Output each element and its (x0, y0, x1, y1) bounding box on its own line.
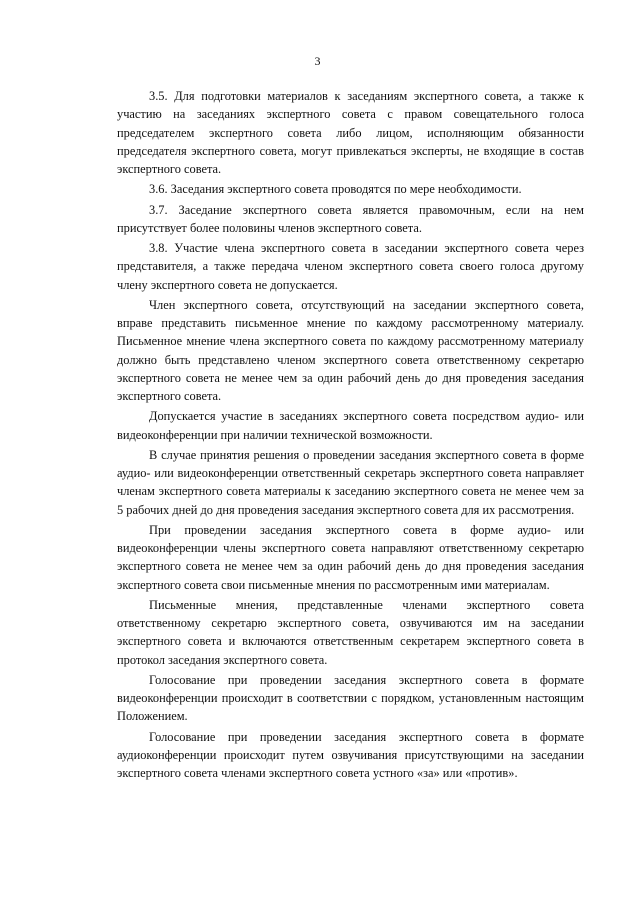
page-number: 3 (314, 54, 321, 68)
paragraph-conference-opinions: При проведении заседания экспертного совета в форме аудио- или видеоконференции члены экспертного совета направляют ответственному секретарю экспертного совета не менее чем за один рабочий день до дня проведения заседания экспертного совета свои письменные мнения по рассмотренным ими материалам. (117, 522, 584, 592)
paragraph-conference-allowed: Допускается участие в заседаниях экспертного совета посредством аудио- или видеоконференции при наличии технической возможности. (117, 409, 584, 442)
paragraph-video-voting: Голосование при проведении заседания экспертного совета в формате видеоконференции происходит в соответствии с порядком, установленным настоящим Положением. (117, 672, 584, 724)
paragraph-3-6: 3.6. Заседания экспертного совета проводятся по мере необходимости. (149, 182, 522, 197)
paragraph-3-7: 3.7. Заседание экспертного совета является правомочным, если на нем присутствует более половины членов экспертного совета. (117, 202, 584, 235)
document-body (117, 87, 584, 784)
paragraph-audio-voting: Голосование при проведении заседания экспертного совета в формате аудиоконференции происходит путем озвучивания присутствующими на заседании экспертного совета членами экспертного совета устного «за» или «против». (117, 729, 584, 780)
paragraph-opinions-announced: Письменные мнения, представленные членами экспертного совета ответственному секретарю экспертного совета, озвучиваются им на заседании экспертного совета и включаются ответственным секретарем экспертного совета в протокол заседания экспертного совета. (117, 597, 584, 667)
paragraph-3-8: 3.8. Участие члена экспертного совета в заседании экспертного совета через представителя, а также передача членом экспертного совета своего голоса другому члену экспертного совета не допускается. (117, 241, 584, 292)
paragraph-3-5: 3.5. Для подготовки материалов к заседаниям экспертного совета, а также к участию на заседаниях экспертного совета с правом совещательного голоса председателем экспертного совета либо лицом, исполняющим обязанности председателя экспертного совета, могут привлекаться эксперты, не входящие в состав экспертного совета. (117, 89, 584, 176)
paragraph-conference-materials: В случае принятия решения о проведении заседания экспертного совета в форме аудио- или видеоконференции ответственный секретарь экспертного совета направляет членам экспертного совета материалы к заседанию экспертного совета не менее чем за 5 рабочих дней до дня проведения заседания экспертного совета для их рассмотрения. (117, 447, 584, 517)
paragraph-absent-member-opinion: Член экспертного совета, отсутствующий на заседании экспертного совета, вправе представить письменное мнение по каждому рассмотренному материалу. Письменное мнение члена экспертного совета по каждому рассмотренному материалу должно быть представлено членом экспертного совета ответственному секретарю экспертного совета не менее чем за один рабочий день до дня проведения заседания экспертного совета. (117, 297, 584, 403)
